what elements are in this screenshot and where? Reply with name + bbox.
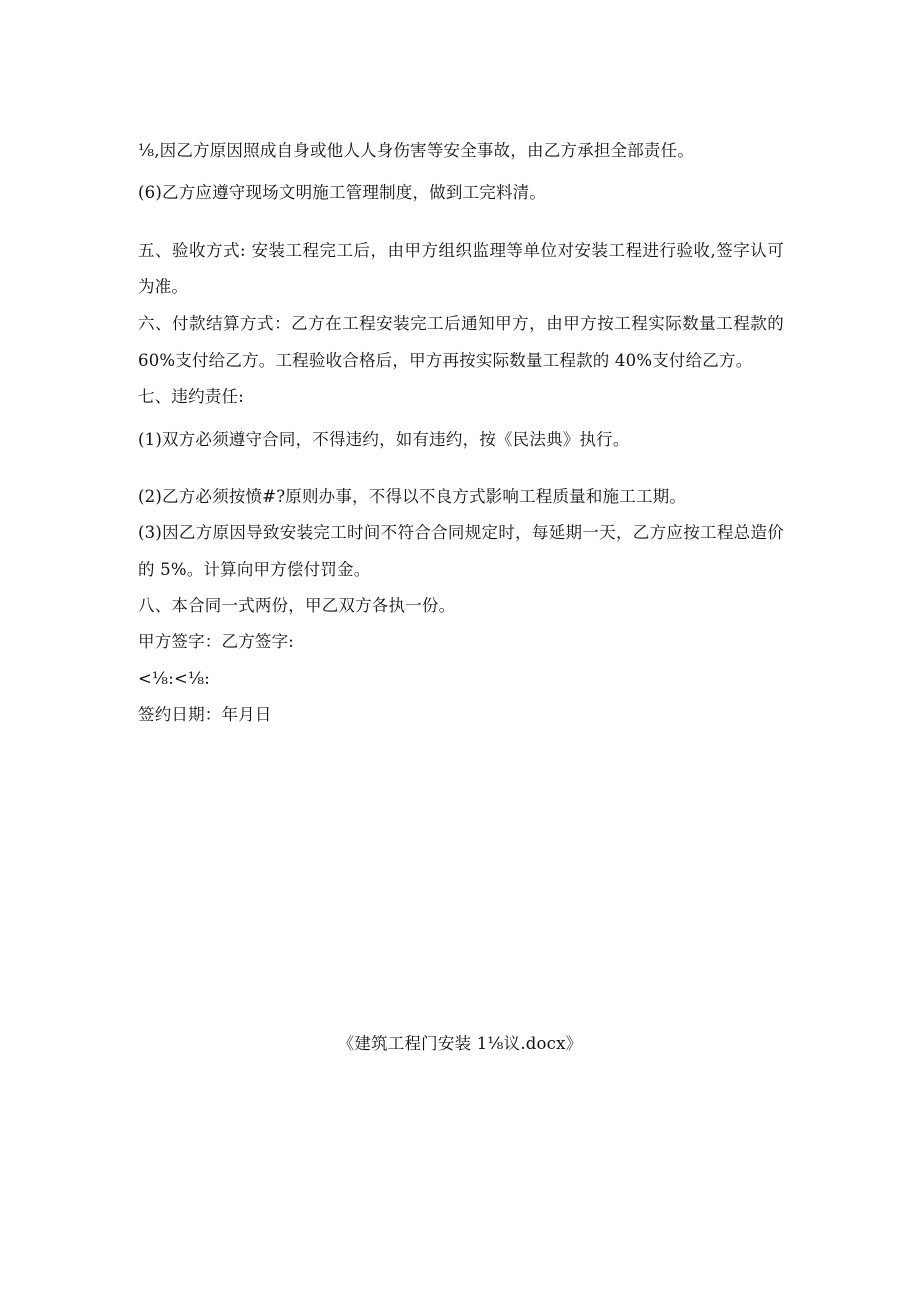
signature-placeholders: <⅛:<⅛: <box>138 669 210 688</box>
clause-6-site-management: (6)乙方应遵守现场文明施工管理制度，做到工完料清。 <box>138 183 547 202</box>
section-6-payment-line-1: 六、付款结算方式：乙方在工程安装完工后通知甲方，由甲方按工程实际数量工程款的 <box>138 314 784 333</box>
clause-7-2: (2)乙方必须按愤#?原则办事，不得以不良方式影响工程质量和施工工期。 <box>138 487 687 506</box>
section-7-heading: 七、违约责任: <box>138 387 244 406</box>
section-5-acceptance-line-1: 五、验收方式: 安装工程完工后，由甲方组织监理等单位对安装工程进行验收,签字认可 <box>138 241 784 260</box>
signature-labels: 甲方签字：乙方签字: <box>138 632 295 651</box>
section-6-payment-line-2: 60%支付给乙方。工程验收合格后，甲方再按实际数量工程款的 40%支付给乙方。 <box>138 351 753 370</box>
clause-safety-responsibility: ⅛,因乙方原因照成自身或他人人身伤害等安全事故，由乙方承担全部责任。 <box>138 141 695 160</box>
clause-7-3-line-1: (3)因乙方原因导致安装完工时间不符合合同规定时，每延期一天，乙方应按工程总造价 <box>138 523 784 542</box>
section-8: 八、本合同一式两份，甲乙双方各执一份。 <box>138 596 456 615</box>
clause-7-3-line-2: 的 5%。计算向甲方偿付罚金。 <box>138 560 371 579</box>
section-5-acceptance-line-2: 为准。 <box>138 277 189 296</box>
clause-7-1: (1)双方必须遵守合同，不得违约，如有违约，按《民法典》执行。 <box>138 430 630 449</box>
document-footer-title: 《建筑工程门安装 1⅛议.docx》 <box>337 1034 583 1053</box>
signing-date: 签约日期：年月日 <box>138 705 272 724</box>
